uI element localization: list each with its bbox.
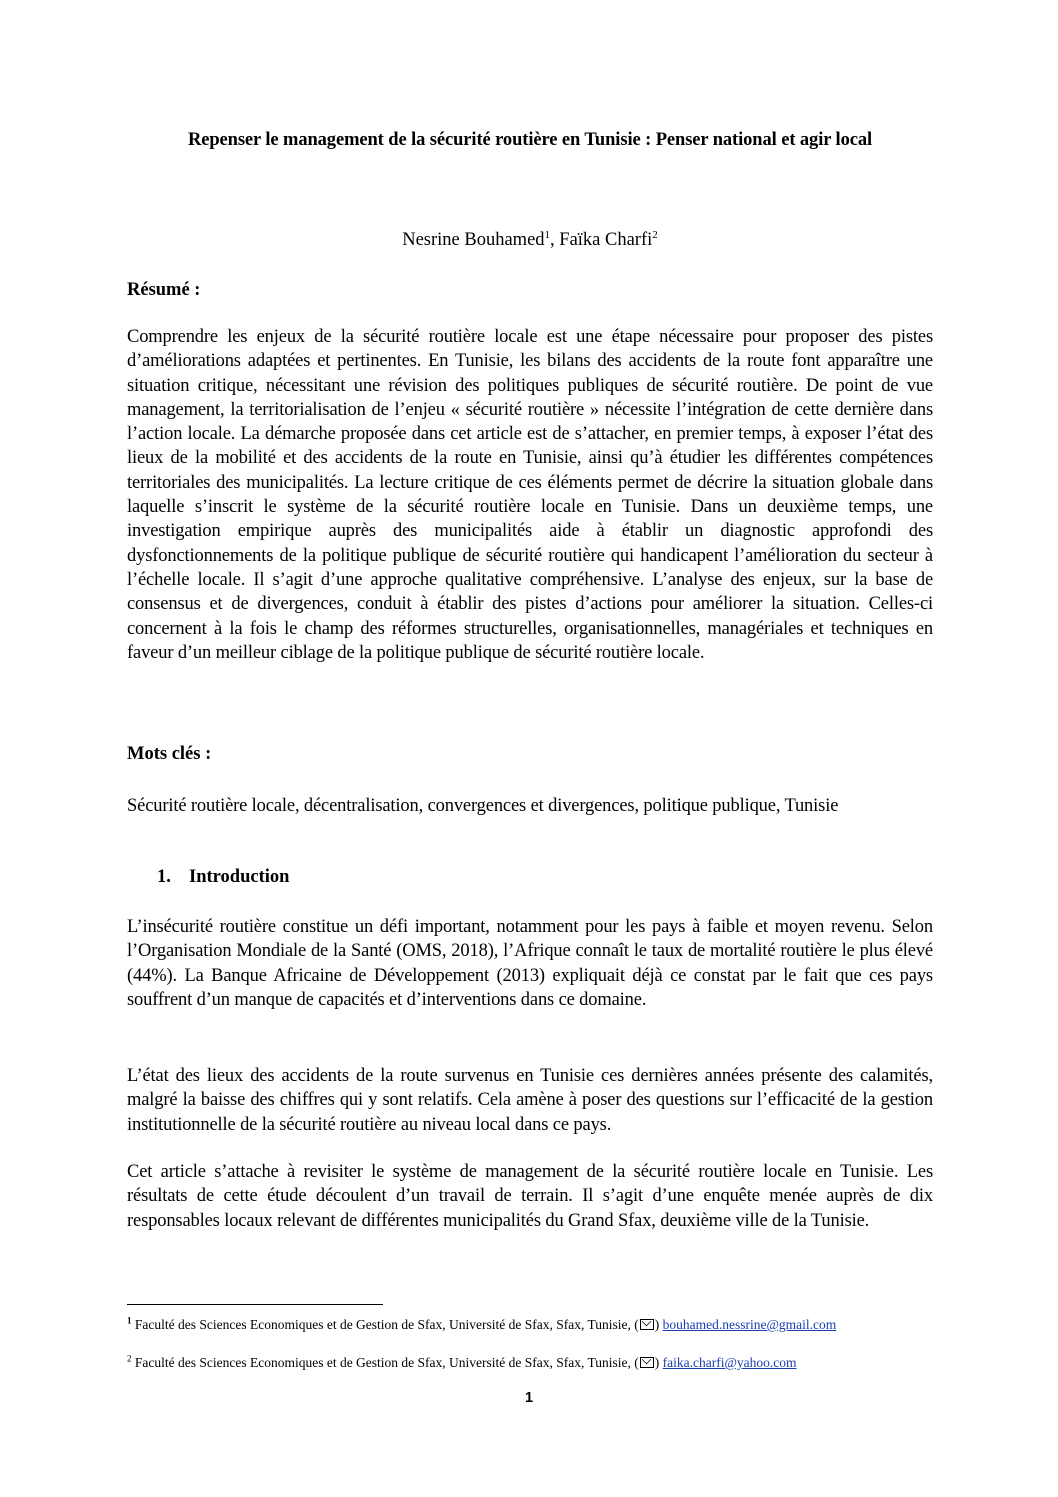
email-link[interactable]: faika.charfi@yahoo.com bbox=[662, 1355, 797, 1370]
author-name: Faïka Charfi bbox=[559, 230, 653, 250]
footnote-ref: 1 bbox=[544, 228, 551, 241]
author-line bbox=[110, 230, 950, 251]
footnote bbox=[127, 1353, 933, 1372]
abstract-heading: Résumé : bbox=[127, 280, 201, 300]
footnote-separator bbox=[127, 1304, 383, 1305]
intro-paragraph: L’état des lieux des accidents de la route survenus en Tunisie ces dernières années présente des calamités, malgré la baisse des chiffres qui y sont relatifs. Cela amène à poser des questions sur l’efficacité de la gestion institutionnelle de la sécurité routière au niveau local dans ce pays. bbox=[127, 1066, 933, 1135]
abstract-text: Comprendre les enjeux de la sécurité routière locale est une étape nécessaire pour proposer des pistes d’améliorations adaptées et pertinentes. En Tunisie, les bilans des accidents de la route font apparaître une situation critique, nécessitant une révision des politiques publiques de sécurité routière. De point de vue management, la territorialisation de l’enjeu « sécurité routière » nécessite l’intégration de cette dernière dans l’action locale. La démarche proposée dans cet article est de s’attacher, en premier temps, à exposer l’état des lieux de la mobilité et des accidents de la route en Tunisie, ainsi qu’à étudier les différentes compétences territoriales des municipalités. La lecture critique de ces éléments permet de décrire la situation globale dans laquelle s’inscrit le système de la sécurité routière locale en Tunisie. Dans un deuxième temps, une investigation empirique auprès des municipalités aide à établir un diagnostic approfondi des dysfonctionnements de la politique publique de sécurité routière qui handicapent l’amélioration du secteur à l’échelle locale. Il s’agit d’une approche qualitative compréhensive. L’analyse des enjeux, sur la base de consensus et de divergences, conduit à établir des pistes d’actions pour améliorer la situation. Celles-ci concernent à la fois le champ des réformes structurelles, organisationnelles, managériales et techniques en faveur d’un meilleur ciblage de la politique publique de sécurité routière locale. bbox=[127, 327, 933, 663]
author-separator: , bbox=[550, 230, 560, 250]
section-heading-introduction bbox=[157, 867, 289, 888]
section-number: 1. bbox=[157, 867, 171, 887]
envelope-icon bbox=[640, 1357, 654, 1368]
author-name: Nesrine Bouhamed bbox=[402, 230, 545, 250]
envelope-icon bbox=[640, 1319, 654, 1330]
footnote bbox=[127, 1315, 933, 1334]
paper-title: Repenser le management de la sécurité routière en Tunisie : Penser national et agir local bbox=[187, 130, 873, 150]
footnote-mark: 2 bbox=[127, 1353, 132, 1364]
footnote-paren: ) bbox=[654, 1355, 660, 1370]
footnote-text: Faculté des Sciences Economiques et de Gestion de Sfax, Université de Sfax, Sfax, Tunisie, ( bbox=[134, 1317, 639, 1332]
intro-paragraph: Cet article s’attache à revisiter le système de management de la sécurité routière locale en Tunisie. Les résultats de cette étude découlent d’un travail de terrain. Il s’agit d’une enquête menée auprès de dix responsables locaux relevant de différentes municipalités du Grand Sfax, deuxième ville de la Tunisie. bbox=[127, 1162, 933, 1231]
footnote-ref: 2 bbox=[652, 228, 658, 241]
footnote-text: Faculté des Sciences Economiques et de Gestion de Sfax, Université de Sfax, Sfax, Tunisie, ( bbox=[134, 1355, 639, 1370]
intro-paragraph: L’insécurité routière constitue un défi important, notamment pour les pays à faible et moyen revenu. Selon l’Organisation Mondiale de la Santé (OMS, 2018), l’Afrique connaît le taux de mortalité routière le plus élevé (44%). La Banque Africaine de Développement (2013) expliquait déjà ce constat par le fait que ces pays souffrent d’un manque de capacités et d’interventions dans ce domaine. bbox=[127, 917, 933, 1010]
keywords-heading: Mots clés : bbox=[127, 744, 212, 764]
footnote-mark: 1 bbox=[127, 1315, 132, 1326]
page-number: 1 bbox=[524, 1390, 534, 1406]
section-title: Introduction bbox=[189, 867, 290, 887]
email-link[interactable]: bouhamed.nessrine@gmail.com bbox=[662, 1317, 837, 1332]
keywords-text: Sécurité routière locale, décentralisation, convergences et divergences, politique publique, Tunisie bbox=[127, 796, 839, 816]
footnote-paren: ) bbox=[654, 1317, 660, 1332]
